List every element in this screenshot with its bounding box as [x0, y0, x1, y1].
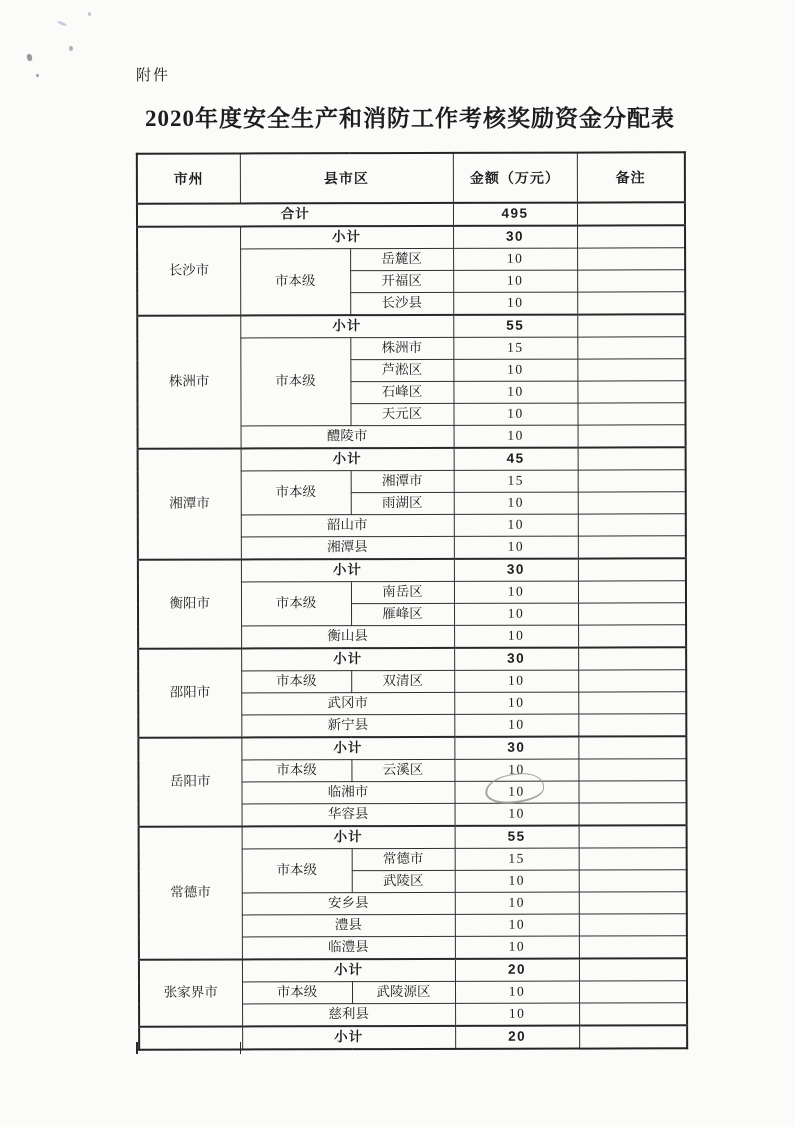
city-cell: 岳阳市 [138, 737, 241, 826]
remark-cell [579, 981, 687, 1003]
amount-cell: 15 [453, 337, 577, 359]
subtotal-amount-cell: 55 [453, 315, 577, 338]
subtotal-amount-cell: 30 [453, 226, 577, 249]
city-level-cell: 市本级 [241, 471, 351, 515]
remark-cell [579, 892, 687, 914]
remark-cell [577, 359, 685, 381]
remark-cell [578, 514, 686, 536]
district-cell: 芦淞区 [350, 359, 453, 381]
district-cell: 株洲市 [350, 337, 453, 359]
subtotal-amount-cell: 20 [455, 1026, 579, 1049]
section-row [138, 447, 686, 471]
district-cell: 澧县 [242, 914, 455, 937]
remark-cell [577, 403, 685, 425]
remark-cell [579, 848, 687, 870]
amount-cell: 15 [454, 470, 578, 492]
amount-cell: 10 [453, 359, 577, 381]
remark-cell [579, 936, 687, 959]
table-continuation-line [136, 1042, 138, 1054]
header-remark: 备注 [577, 152, 685, 202]
district-cell: 云溪区 [351, 759, 454, 781]
city-cell: 常德市 [139, 826, 242, 959]
document-title: 2020年度安全生产和消防工作考核奖励资金分配表 [145, 106, 675, 131]
district-cell: 新宁县 [241, 714, 454, 737]
amount-cell: 10 [454, 536, 578, 559]
remark-cell [578, 536, 686, 559]
remark-cell [577, 381, 685, 403]
district-cell: 临澧县 [242, 936, 455, 959]
attachment-label: 附件 [136, 68, 171, 84]
district-cell: 醴陵市 [241, 425, 454, 448]
amount-cell: 10 [455, 803, 579, 826]
district-cell: 武陵区 [352, 870, 455, 892]
section-row [137, 225, 685, 249]
remark-cell [578, 625, 686, 648]
section-row [137, 314, 685, 338]
district-cell: 武冈市 [241, 692, 454, 715]
district-cell: 衡山县 [241, 625, 454, 648]
city-level-cell: 市本级 [240, 249, 350, 316]
amount-cell: 10 [454, 581, 578, 603]
remark-cell [578, 670, 686, 692]
section-row [139, 958, 687, 982]
remark-cell [578, 781, 686, 803]
district-cell: 安乡县 [242, 892, 455, 915]
amount-cell: 10 [454, 603, 578, 625]
table-continuation-line [240, 1042, 241, 1054]
allocation-table [136, 151, 688, 1050]
amount-cell: 10 [455, 870, 579, 892]
total-label-cell: 合计 [137, 203, 453, 227]
remark-cell [579, 825, 687, 848]
city-level-cell: 市本级 [241, 760, 351, 782]
remark-cell [578, 647, 686, 670]
remark-cell [579, 1025, 687, 1048]
district-cell: 临湘市 [241, 781, 454, 804]
remark-cell [579, 870, 687, 892]
remark-cell [579, 958, 687, 981]
allocation-table-wrapper [136, 151, 688, 1050]
remark-cell [579, 803, 687, 826]
total-amount-cell: 495 [453, 203, 577, 226]
remark-cell [578, 558, 686, 581]
remark-cell [578, 447, 686, 470]
subtotal-label-cell: 小计 [242, 959, 455, 982]
remark-cell [577, 314, 685, 337]
subtotal-amount-cell: 55 [455, 826, 579, 849]
remark-cell [578, 470, 686, 492]
amount-cell: 10 [454, 625, 578, 648]
district-cell: 天元区 [350, 403, 453, 425]
subtotal-label-cell: 小计 [241, 648, 454, 671]
district-cell: 雨湖区 [351, 492, 454, 514]
section-row [138, 736, 686, 760]
total-row [137, 202, 685, 226]
remark-cell [577, 248, 685, 270]
scan-speck [88, 12, 91, 16]
amount-cell: 10 [455, 936, 579, 959]
remark-cell [578, 492, 686, 514]
table-header-row [137, 152, 685, 203]
amount-cell: 10 [454, 514, 578, 536]
city-level-cell: 市本级 [240, 338, 350, 426]
district-cell: 开福区 [350, 270, 453, 292]
amount-cell: 10 [454, 492, 578, 514]
scan-speck [36, 74, 39, 77]
remark-cell [578, 759, 686, 781]
district-cell: 湘潭县 [241, 536, 454, 559]
subtotal-label-cell: 小计 [242, 826, 455, 849]
remark-cell [577, 225, 685, 248]
district-cell: 韶山市 [241, 514, 454, 537]
district-cell: 双清区 [351, 670, 454, 692]
district-cell: 南岳区 [351, 581, 454, 603]
city-level-cell: 市本级 [241, 582, 351, 626]
district-cell: 武陵源区 [352, 981, 455, 1003]
header-county: 县市区 [240, 153, 453, 204]
subtotal-label-cell: 小计 [241, 737, 454, 760]
subtotal-label-cell: 小计 [242, 1026, 455, 1050]
city-cell: 湘潭市 [138, 448, 241, 559]
district-cell: 石峰区 [350, 381, 453, 403]
amount-cell: 10 [455, 914, 579, 936]
district-cell: 常德市 [352, 848, 455, 870]
section-row [139, 825, 687, 849]
amount-cell: 10 [454, 759, 578, 781]
amount-cell: 10 [454, 692, 578, 714]
amount-cell: 10 [455, 981, 579, 1003]
city-cell: 衡阳市 [138, 559, 241, 648]
city-level-cell: 市本级 [241, 671, 351, 693]
remark-cell [579, 914, 687, 936]
amount-cell: 10 [453, 292, 577, 315]
remark-cell [578, 714, 686, 737]
subtotal-amount-cell: 30 [454, 737, 578, 760]
subtotal-label-cell: 小计 [240, 226, 453, 249]
amount-cell: 15 [455, 848, 579, 870]
remark-cell [579, 1003, 687, 1026]
subtotal-label-cell: 小计 [241, 559, 454, 582]
district-cell: 雁峰区 [351, 603, 454, 625]
section-row-partial [139, 1025, 687, 1049]
district-cell: 慈利县 [242, 1003, 455, 1026]
subtotal-amount-cell: 30 [454, 559, 578, 582]
city-level-cell: 市本级 [242, 849, 352, 893]
section-row [138, 558, 686, 582]
remark-cell [577, 337, 685, 359]
remark-cell [577, 202, 685, 225]
remark-cell [578, 736, 686, 759]
amount-cell: 10 [453, 381, 577, 403]
scan-speck [26, 53, 33, 61]
amount-cell: 10 [454, 425, 578, 448]
header-amount: 金额（万元） [453, 153, 577, 203]
subtotal-label-cell: 小计 [241, 448, 454, 471]
amount-cell: 10 [454, 714, 578, 737]
amount-cell: 10 [453, 248, 577, 270]
subtotal-amount-cell: 45 [454, 448, 578, 471]
scan-speck [69, 46, 73, 51]
remark-cell [578, 692, 686, 714]
amount-cell: 10 [453, 403, 577, 425]
amount-cell-circled: 10 [454, 781, 578, 803]
header-city: 市州 [137, 153, 240, 203]
city-cell: 株洲市 [137, 315, 240, 448]
remark-cell [577, 270, 685, 292]
amount-cell: 10 [453, 270, 577, 292]
remark-cell [578, 581, 686, 603]
city-cell: 张家界市 [139, 959, 242, 1026]
amount-cell: 10 [455, 1003, 579, 1026]
district-cell: 长沙县 [350, 292, 453, 315]
amount-cell: 10 [455, 892, 579, 914]
city-cell [139, 1026, 242, 1049]
district-cell: 华容县 [242, 803, 455, 826]
district-cell: 岳麓区 [350, 248, 453, 270]
remark-cell [578, 425, 686, 448]
amount-cell: 10 [454, 670, 578, 692]
subtotal-amount-cell: 20 [455, 959, 579, 982]
subtotal-amount-cell: 30 [454, 648, 578, 671]
city-cell: 长沙市 [137, 226, 240, 315]
city-cell: 邵阳市 [138, 648, 241, 737]
remark-cell [577, 292, 685, 315]
city-level-cell: 市本级 [242, 982, 352, 1004]
subtotal-label-cell: 小计 [240, 315, 453, 338]
district-cell: 湘潭市 [351, 470, 454, 492]
remark-cell [578, 603, 686, 625]
scan-speck [57, 20, 67, 27]
section-row [138, 647, 686, 671]
